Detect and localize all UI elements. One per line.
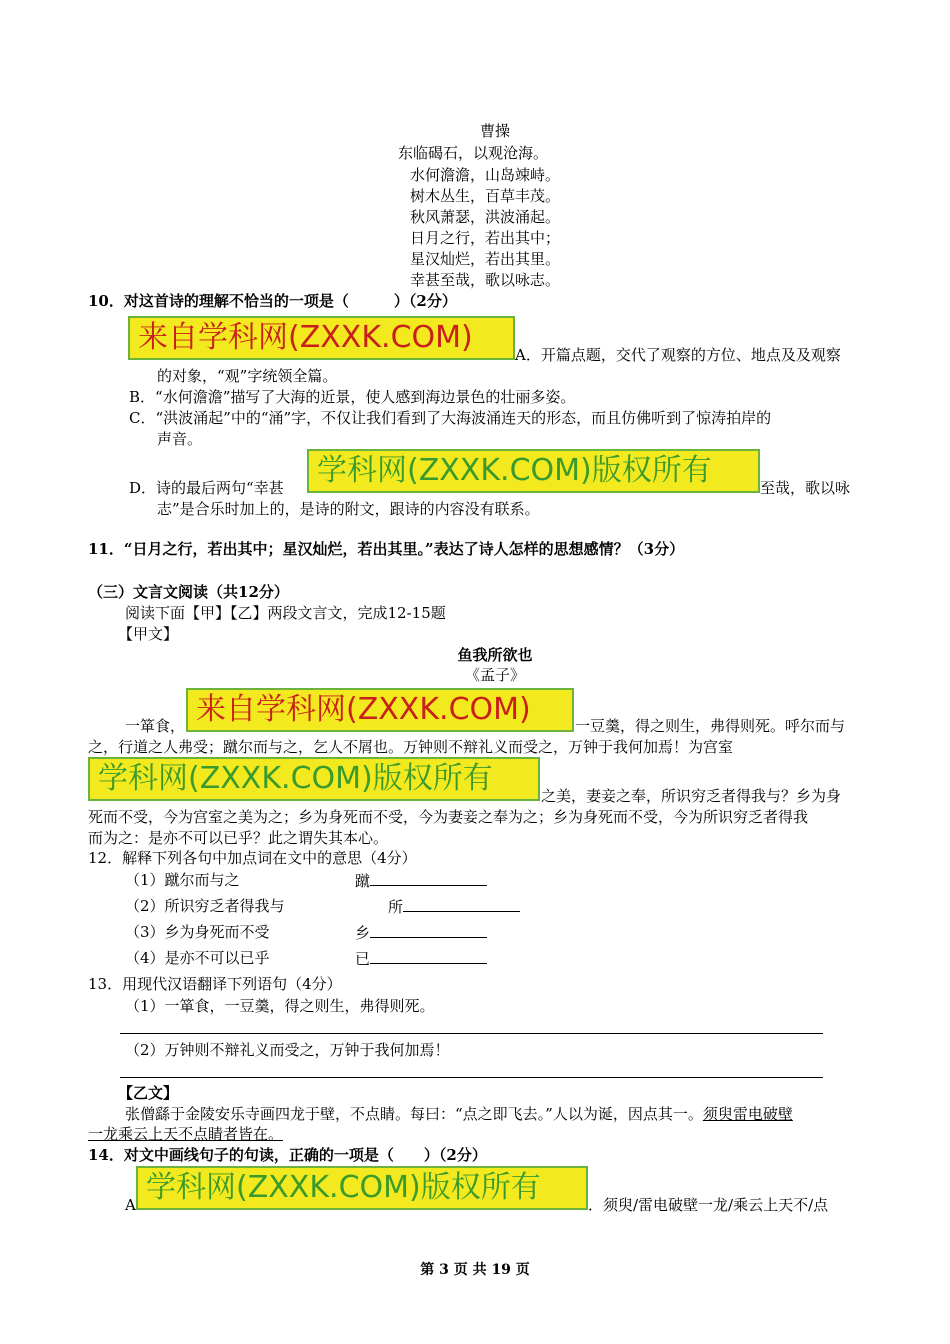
q10-option-d-cont: 志”是合乐时加上的，是诗的附文，跟诗的内容没有联系。 — [157, 500, 540, 518]
yi-para-1 — [125, 1104, 793, 1124]
q12-sentence: （2）所识穷乏者得我与 — [125, 897, 285, 915]
poem-line: 幸甚至哉，歌以咏志。 — [410, 271, 561, 289]
q12-answer-row — [355, 948, 487, 969]
poem-line: 树木丛生，百草丰茂。 — [410, 187, 561, 205]
q12-answer-row — [355, 870, 487, 891]
jia-title: 鱼我所欲也 — [457, 646, 533, 664]
q10-option-d-tail: 至哉，歌以咏 — [760, 479, 851, 497]
q12-answer-row — [355, 922, 487, 943]
question-11-stem: 11．“日月之行，若出其中；星汉灿烂，若出其里。”表达了诗人怎样的思想感情？（3分） — [88, 540, 685, 558]
q10-option-c-cont: 声音。 — [157, 430, 203, 448]
jia-para-3-tail: 之美，妻妾之奉，所识穷乏者得我与？乡为身 — [541, 787, 842, 805]
page-footer: 第 3 页 共 19 页 — [420, 1262, 530, 1278]
q10-option-b: B．“水何澹澹”描写了大海的近景，使人感到海边景色的壮丽多姿。 — [129, 388, 576, 406]
q13-sentence-1: （1）一箪食，一豆羹，得之则生，弗得则死。 — [125, 997, 435, 1015]
question-14-stem: 14．对文中画线句子的句读，正确的一项是（ ）（2分） — [88, 1146, 487, 1164]
poem-line: 东临碣石，以观沧海。 — [398, 144, 549, 162]
answer-blank[interactable] — [403, 896, 520, 912]
q10-option-c: C．“洪波涌起”中的“涌”字，不仅让我们看到了大海波涌连天的形态，而且仿佛听到了惊涛拍岸的 — [129, 409, 772, 427]
yi-underlined-text: 一龙乘云上天不点睛者皆在。 — [88, 1125, 284, 1143]
q12-answer-row — [388, 896, 520, 917]
watermark-from: 来自学科网(ZXXK.COM) — [128, 316, 515, 360]
watermark-rights: 学科网(ZXXK.COM)版权所有 — [307, 449, 760, 493]
poem-line: 水何澹澹，山岛竦峙。 — [410, 166, 561, 184]
watermark-rights: 学科网(ZXXK.COM)版权所有 — [136, 1166, 588, 1210]
q14-option-a: A — [125, 1196, 136, 1214]
q12-word: 所 — [388, 898, 404, 916]
q10-option-a: A．开篇点题，交代了观察的方位、地点及及观察 — [515, 346, 841, 364]
q12-word: 已 — [355, 950, 371, 968]
jia-source: 《孟子》 — [464, 666, 525, 684]
answer-line[interactable] — [120, 1077, 823, 1078]
jia-label: 【甲文】 — [118, 625, 179, 643]
q10-option-d: D．诗的最后两句“幸甚 — [129, 479, 284, 497]
question-12-stem: 12．解释下列各句中加点词在文中的意思（4分） — [88, 849, 417, 867]
question-13-stem: 13．用现代汉语翻译下列语句（4分） — [88, 975, 342, 993]
yi-label: 【乙文】 — [118, 1084, 179, 1102]
q12-sentence: （4）是亦不可以已乎 — [125, 949, 270, 967]
q12-word: 蹴 — [355, 872, 371, 890]
answer-blank[interactable] — [370, 922, 487, 938]
jia-para-5: 而为之：是亦不可以已乎？此之谓失其本心。 — [88, 829, 389, 847]
jia-para-1-tail: 一豆羹，得之则生，弗得则死。呼尔而与 — [575, 717, 846, 735]
q10-option-a-cont: 的对象，“观”字统领全篇。 — [157, 367, 338, 385]
jia-para-2: 之，行道之人弗受；蹴尔而与之，乞人不屑也。万钟则不辩礼义而受之，万钟于我何加焉！为宫室 — [88, 738, 734, 756]
poem-author: 曹操 — [479, 122, 510, 140]
yi-text: 张僧繇于金陵安乐寺画四龙于壁，不点睛。每曰：“点之即飞去。”人以为诞，因点其一。 — [125, 1105, 703, 1123]
q14-option-a-tail: ．须臾/雷电破壁一龙/乘云上天不/点 — [588, 1196, 829, 1214]
answer-blank[interactable] — [370, 870, 487, 886]
answer-blank[interactable] — [370, 948, 487, 964]
poem-line: 日月之行，若出其中； — [410, 229, 561, 247]
watermark-rights: 学科网(ZXXK.COM)版权所有 — [88, 757, 540, 801]
yi-underlined-text: 须臾雷电破壁 — [702, 1105, 793, 1123]
question-10-stem: 10．对这首诗的理解不恰当的一项是（ ）（2分） — [88, 292, 457, 310]
jia-para-4: 死而不受，今为宫室之美为之；乡为身死而不受，今为妻妾之奉为之；乡为身死而不受，今为所识穷乏者得我 — [88, 808, 809, 826]
section-intro: 阅读下面【甲】【乙】两段文言文，完成12-15题 — [125, 604, 446, 622]
q12-word: 乡 — [355, 924, 371, 942]
jia-para-1-head: 一箪食， — [125, 717, 186, 735]
answer-line[interactable] — [120, 1033, 823, 1034]
poem-line: 星汉灿烂，若出其里。 — [410, 250, 561, 268]
watermark-from: 来自学科网(ZXXK.COM) — [186, 688, 574, 732]
q12-sentence: （3）乡为身死而不受 — [125, 923, 270, 941]
section-title: （三）文言文阅读（共12分） — [88, 583, 289, 601]
q12-sentence: （1）蹴尔而与之 — [125, 871, 240, 889]
poem-line: 秋风萧瑟，洪波涌起。 — [410, 208, 561, 226]
q13-sentence-2: （2）万钟则不辩礼义而受之，万钟于我何加焉！ — [125, 1041, 450, 1059]
